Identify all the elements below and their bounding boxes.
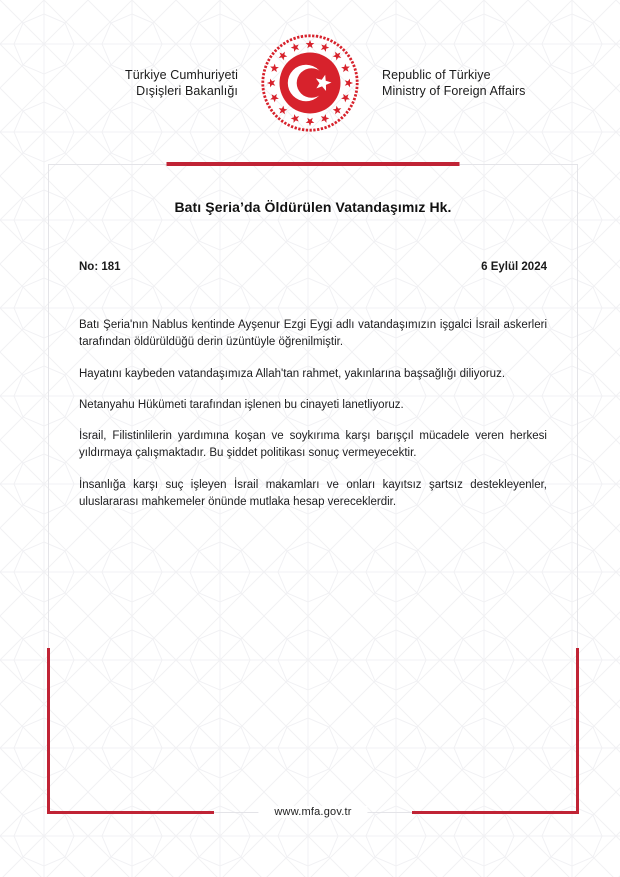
document-title: Batı Şeria’da Öldürülen Vatandaşımız Hk. — [174, 199, 452, 215]
ministry-name-en-line1: Republic of Türkiye — [382, 67, 491, 82]
body-paragraph: İsrail, Filistinlilerin yardımına koşan ve soykırıma karşı barışçıl mücadele veren herkesi yıldırmaya çalışmaktadır. Bu şiddet politikası sonuç vermeyecektir. — [79, 430, 547, 460]
body-paragraph: Hayatını kaybeden vatandaşımıza Allah'tan rahmet, yakınlarına başsağlığı diliyoruz. — [79, 367, 506, 380]
left-accent-bar — [47, 648, 50, 814]
body-paragraph: İnsanlığa karşı suç işleyen İsrail makamları ve onları kayıtsız şartsız destekleyenler, uluslararası mahkemeler önünde mutlaka hesap vereceklerdir. — [79, 478, 547, 508]
top-accent-bar — [167, 162, 460, 166]
document-body — [49, 199, 577, 511]
bottom-left-accent-bar — [47, 811, 214, 814]
bottom-right-accent-bar — [412, 811, 579, 814]
paragraphs — [79, 317, 547, 511]
content-frame — [48, 164, 578, 818]
ministry-name-tr-line1: Türkiye Cumhuriyeti — [124, 67, 238, 82]
ministry-name-en-line2: Ministry of Foreign Affairs — [382, 84, 526, 98]
document-meta — [79, 261, 547, 273]
ministry-name-english — [382, 67, 544, 100]
ministry-name-tr-line2: Dışişleri Bakanlığı — [136, 84, 238, 98]
ministry-emblem-icon — [260, 33, 360, 133]
ministry-name-turkish — [76, 67, 238, 100]
document-date: 6 Eylül 2024 — [481, 261, 547, 273]
body-paragraph: Batı Şeria'nın Nablus kentinde Ayşenur Ezgi Eygi adlı vatandaşımızın işgalci İsrail askerleri tarafından öldürüldüğü derin üzüntüyle öğrenilmiştir. — [79, 319, 547, 349]
document-number: No: 181 — [79, 261, 121, 273]
right-accent-bar — [576, 648, 579, 814]
body-paragraph: Netanyahu Hükümeti tarafından işlenen bu cinayeti lanetliyoruz. — [79, 398, 404, 411]
letterhead — [0, 33, 620, 133]
website-url: www.mfa.gov.tr — [258, 806, 367, 818]
